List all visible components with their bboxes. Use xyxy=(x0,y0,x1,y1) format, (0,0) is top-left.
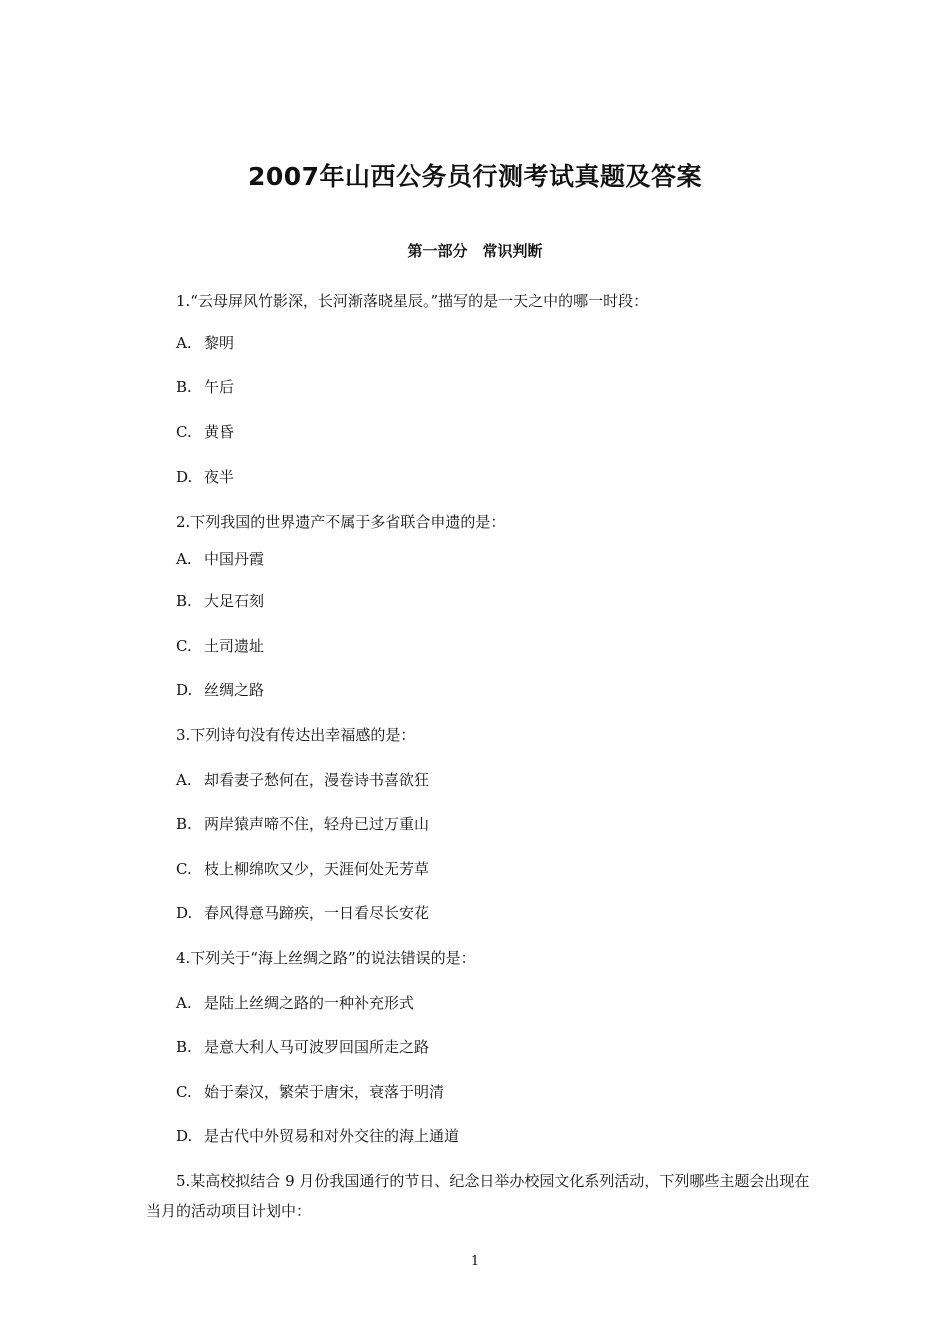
question-1-option-d: D. 夜半 xyxy=(176,468,235,486)
question-3-option-c: C. 枝上柳绵吹又少，天涯何处无芳草 xyxy=(176,860,430,878)
question-4-option-d: D. 是古代中外贸易和对外交往的海上通道 xyxy=(176,1127,460,1145)
question-2-option-c: C. 土司遗址 xyxy=(176,637,265,655)
question-2-option-d: D. 丝绸之路 xyxy=(176,681,265,699)
page-number: 1 xyxy=(470,1254,480,1269)
question-3-stem: 3.下列诗句没有传达出幸福感的是： xyxy=(176,726,416,744)
question-4-option-c: C. 始于秦汉，繁荣于唐宋，衰落于明清 xyxy=(176,1083,445,1101)
question-1-option-c: C. 黄昏 xyxy=(176,423,235,441)
question-1-option-b: B. 午后 xyxy=(176,378,235,396)
document-title: 2007年山西公务员行测考试真题及答案 xyxy=(247,162,703,191)
section-heading: 第一部分 常识判断 xyxy=(407,242,543,260)
question-1-stem: 1.“云母屏风竹影深，长河渐落晓星辰。”描写的是一天之中的哪一时段： xyxy=(176,292,649,310)
question-5-stem: 5.某高校拟结合 9 月份我国通行的节日、纪念日举办校园文化系列活动，下列哪些主题会出现在当月的活动项目计划中： xyxy=(146,1172,810,1220)
question-4-stem: 4.下列关于“海上丝绸之路”的说法错误的是： xyxy=(176,949,476,967)
question-2-option-b: B. 大足石刻 xyxy=(176,592,265,610)
question-4-option-a: A. 是陆上丝绸之路的一种补充形式 xyxy=(176,994,415,1012)
question-3-option-b: B. 两岸猿声啼不住，轻舟已过万重山 xyxy=(176,815,430,833)
question-3-option-a: A. 却看妻子愁何在，漫卷诗书喜欲狂 xyxy=(176,771,430,789)
question-2-stem: 2.下列我国的世界遗产不属于多省联合申遗的是： xyxy=(176,513,506,531)
question-4-option-b: B. 是意大利人马可波罗回国所走之路 xyxy=(176,1038,430,1056)
question-3-option-d: D. 春风得意马蹄疾，一日看尽长安花 xyxy=(176,904,430,922)
question-1-option-a: A. 黎明 xyxy=(176,334,235,352)
question-2-option-a: A. 中国丹霞 xyxy=(176,550,265,568)
